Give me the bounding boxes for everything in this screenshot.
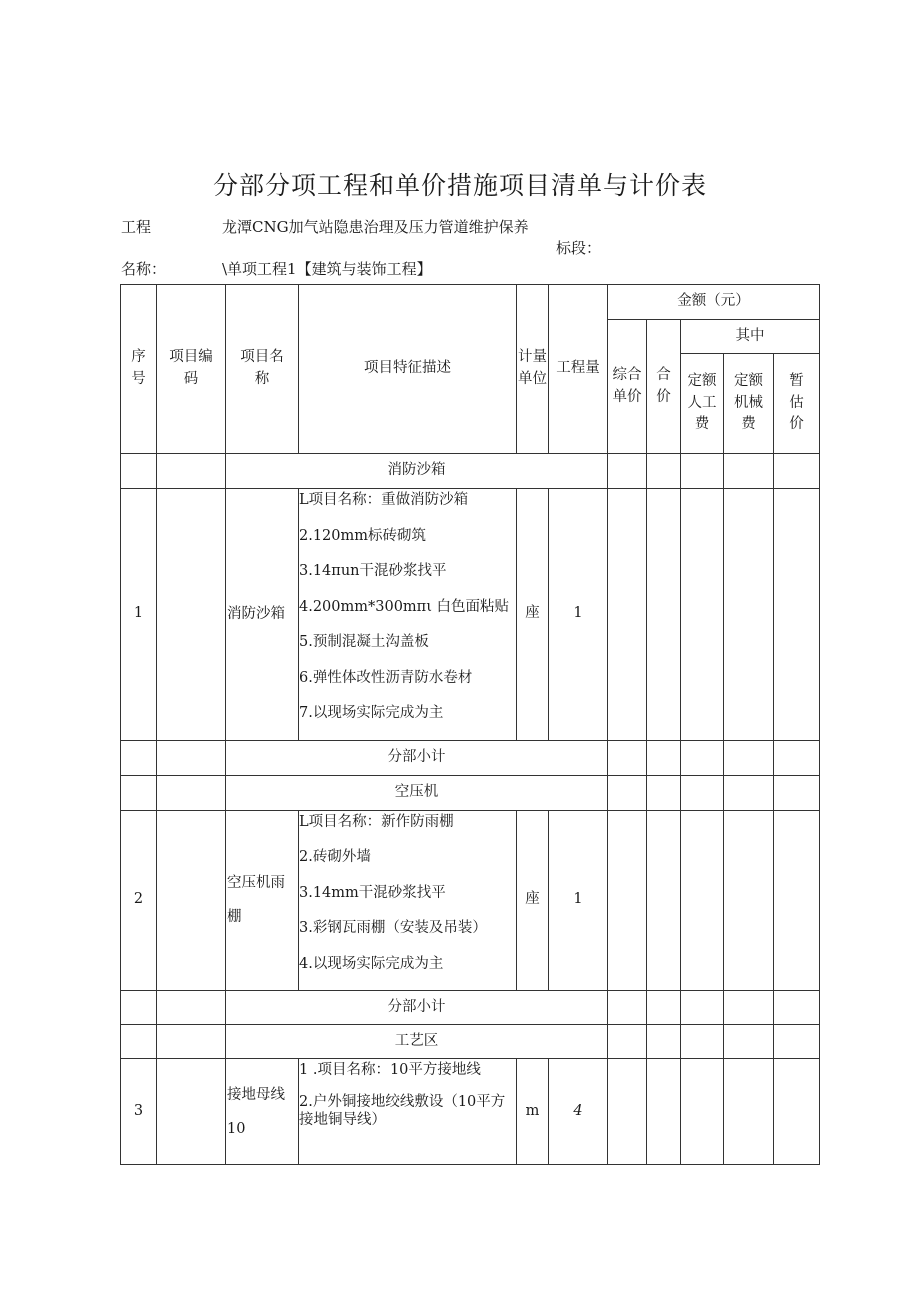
subtotal-row bbox=[121, 740, 820, 775]
section-heading-row bbox=[121, 1025, 820, 1059]
col-amount-header: 金额（元） bbox=[608, 285, 820, 320]
section-heading: 工艺区 bbox=[226, 1025, 608, 1059]
col-qty-header: 工程量 bbox=[549, 285, 608, 454]
desc-line: 4.以现场实际完成为主 bbox=[299, 955, 444, 972]
desc-line: 2.户外铜接地绞线敷设（10平方接地铜导线） bbox=[299, 1094, 506, 1128]
header-row bbox=[121, 285, 820, 320]
item-unit: m bbox=[517, 1059, 549, 1165]
desc-line: L项目名称：重做消防沙箱 bbox=[299, 492, 469, 508]
item-qty: 4 bbox=[549, 1059, 608, 1165]
item-qty: 1 bbox=[549, 489, 608, 741]
desc-line: 3.彩钢瓦雨棚（安装及吊装） bbox=[299, 920, 487, 936]
desc-line: 5.预制混凝土沟盖板 bbox=[299, 634, 429, 650]
desc-line: 2.砖砌外墙 bbox=[299, 849, 371, 865]
col-machine-header: 定额机械费 bbox=[724, 354, 774, 454]
col-labor-header: 定额人工费 bbox=[681, 354, 724, 454]
item-name: 消防沙箱 bbox=[226, 489, 299, 741]
desc-line: 4.200mm*300mπι 白色面粘贴 bbox=[299, 598, 510, 615]
col-estimate-header: 暂估价 bbox=[774, 354, 820, 454]
section-heading: 空压机 bbox=[226, 775, 608, 810]
col-name-header: 项目名称 bbox=[226, 285, 299, 454]
col-unit-header: 计量单位 bbox=[517, 285, 549, 454]
subtotal-label: 分部小计 bbox=[226, 991, 608, 1025]
section-heading-row bbox=[121, 454, 820, 489]
table-row bbox=[121, 1059, 820, 1165]
section-label: 标段： bbox=[556, 239, 602, 257]
col-of-which-header: 其中 bbox=[681, 320, 820, 354]
desc-line: L项目名称：新作防雨棚 bbox=[299, 813, 454, 830]
item-unit: 座 bbox=[517, 810, 549, 991]
desc-line: 6.弹性体改性沥青防水卷材 bbox=[299, 669, 473, 686]
col-seq-header: 序号 bbox=[121, 285, 157, 454]
project-name-2: \单项工程1【建筑与装饰工程】 bbox=[222, 260, 432, 278]
item-description bbox=[299, 1059, 517, 1165]
item-unit: 座 bbox=[517, 489, 549, 741]
table-row bbox=[121, 489, 820, 741]
desc-line: 3.14mm干混砂浆找平 bbox=[299, 884, 446, 901]
subtotal-label: 分部小计 bbox=[226, 740, 608, 775]
section-heading-row bbox=[121, 775, 820, 810]
desc-line: 7.以现场实际完成为主 bbox=[299, 705, 444, 721]
item-qty: 1 bbox=[549, 810, 608, 991]
section-heading: 消防沙箱 bbox=[226, 454, 608, 489]
col-code-header: 项目编码 bbox=[157, 285, 226, 454]
col-desc-header: 项目特征描述 bbox=[299, 285, 517, 454]
project-name-1: 龙潭CNG加气站隐患治理及压力管道维护保养 bbox=[222, 218, 529, 236]
project-label-1: 工程 bbox=[121, 218, 152, 236]
item-seq: 3 bbox=[121, 1059, 157, 1165]
pricing-table bbox=[120, 284, 820, 1165]
page-title: 分部分项工程和单价措施项目清单与计价表 bbox=[212, 171, 707, 200]
item-seq: 2 bbox=[121, 810, 157, 991]
subtotal-row bbox=[121, 991, 820, 1025]
item-seq: 1 bbox=[121, 489, 157, 741]
desc-line: 3.14πun干混砂浆找平 bbox=[299, 563, 447, 579]
item-description bbox=[299, 489, 517, 741]
item-description bbox=[299, 810, 517, 991]
desc-line: 1 .项目名称：10平方接地线 bbox=[299, 1062, 481, 1078]
desc-line: 2.120mm标砖砌筑 bbox=[299, 527, 427, 544]
col-total-header: 合价 bbox=[647, 320, 681, 454]
project-label-2: 名称： bbox=[121, 260, 167, 278]
item-name: 空压机雨棚 bbox=[226, 810, 299, 991]
table-row bbox=[121, 810, 820, 991]
item-name: 接地母线10 bbox=[226, 1059, 299, 1165]
col-unit-price-header: 综合单价 bbox=[608, 320, 647, 454]
